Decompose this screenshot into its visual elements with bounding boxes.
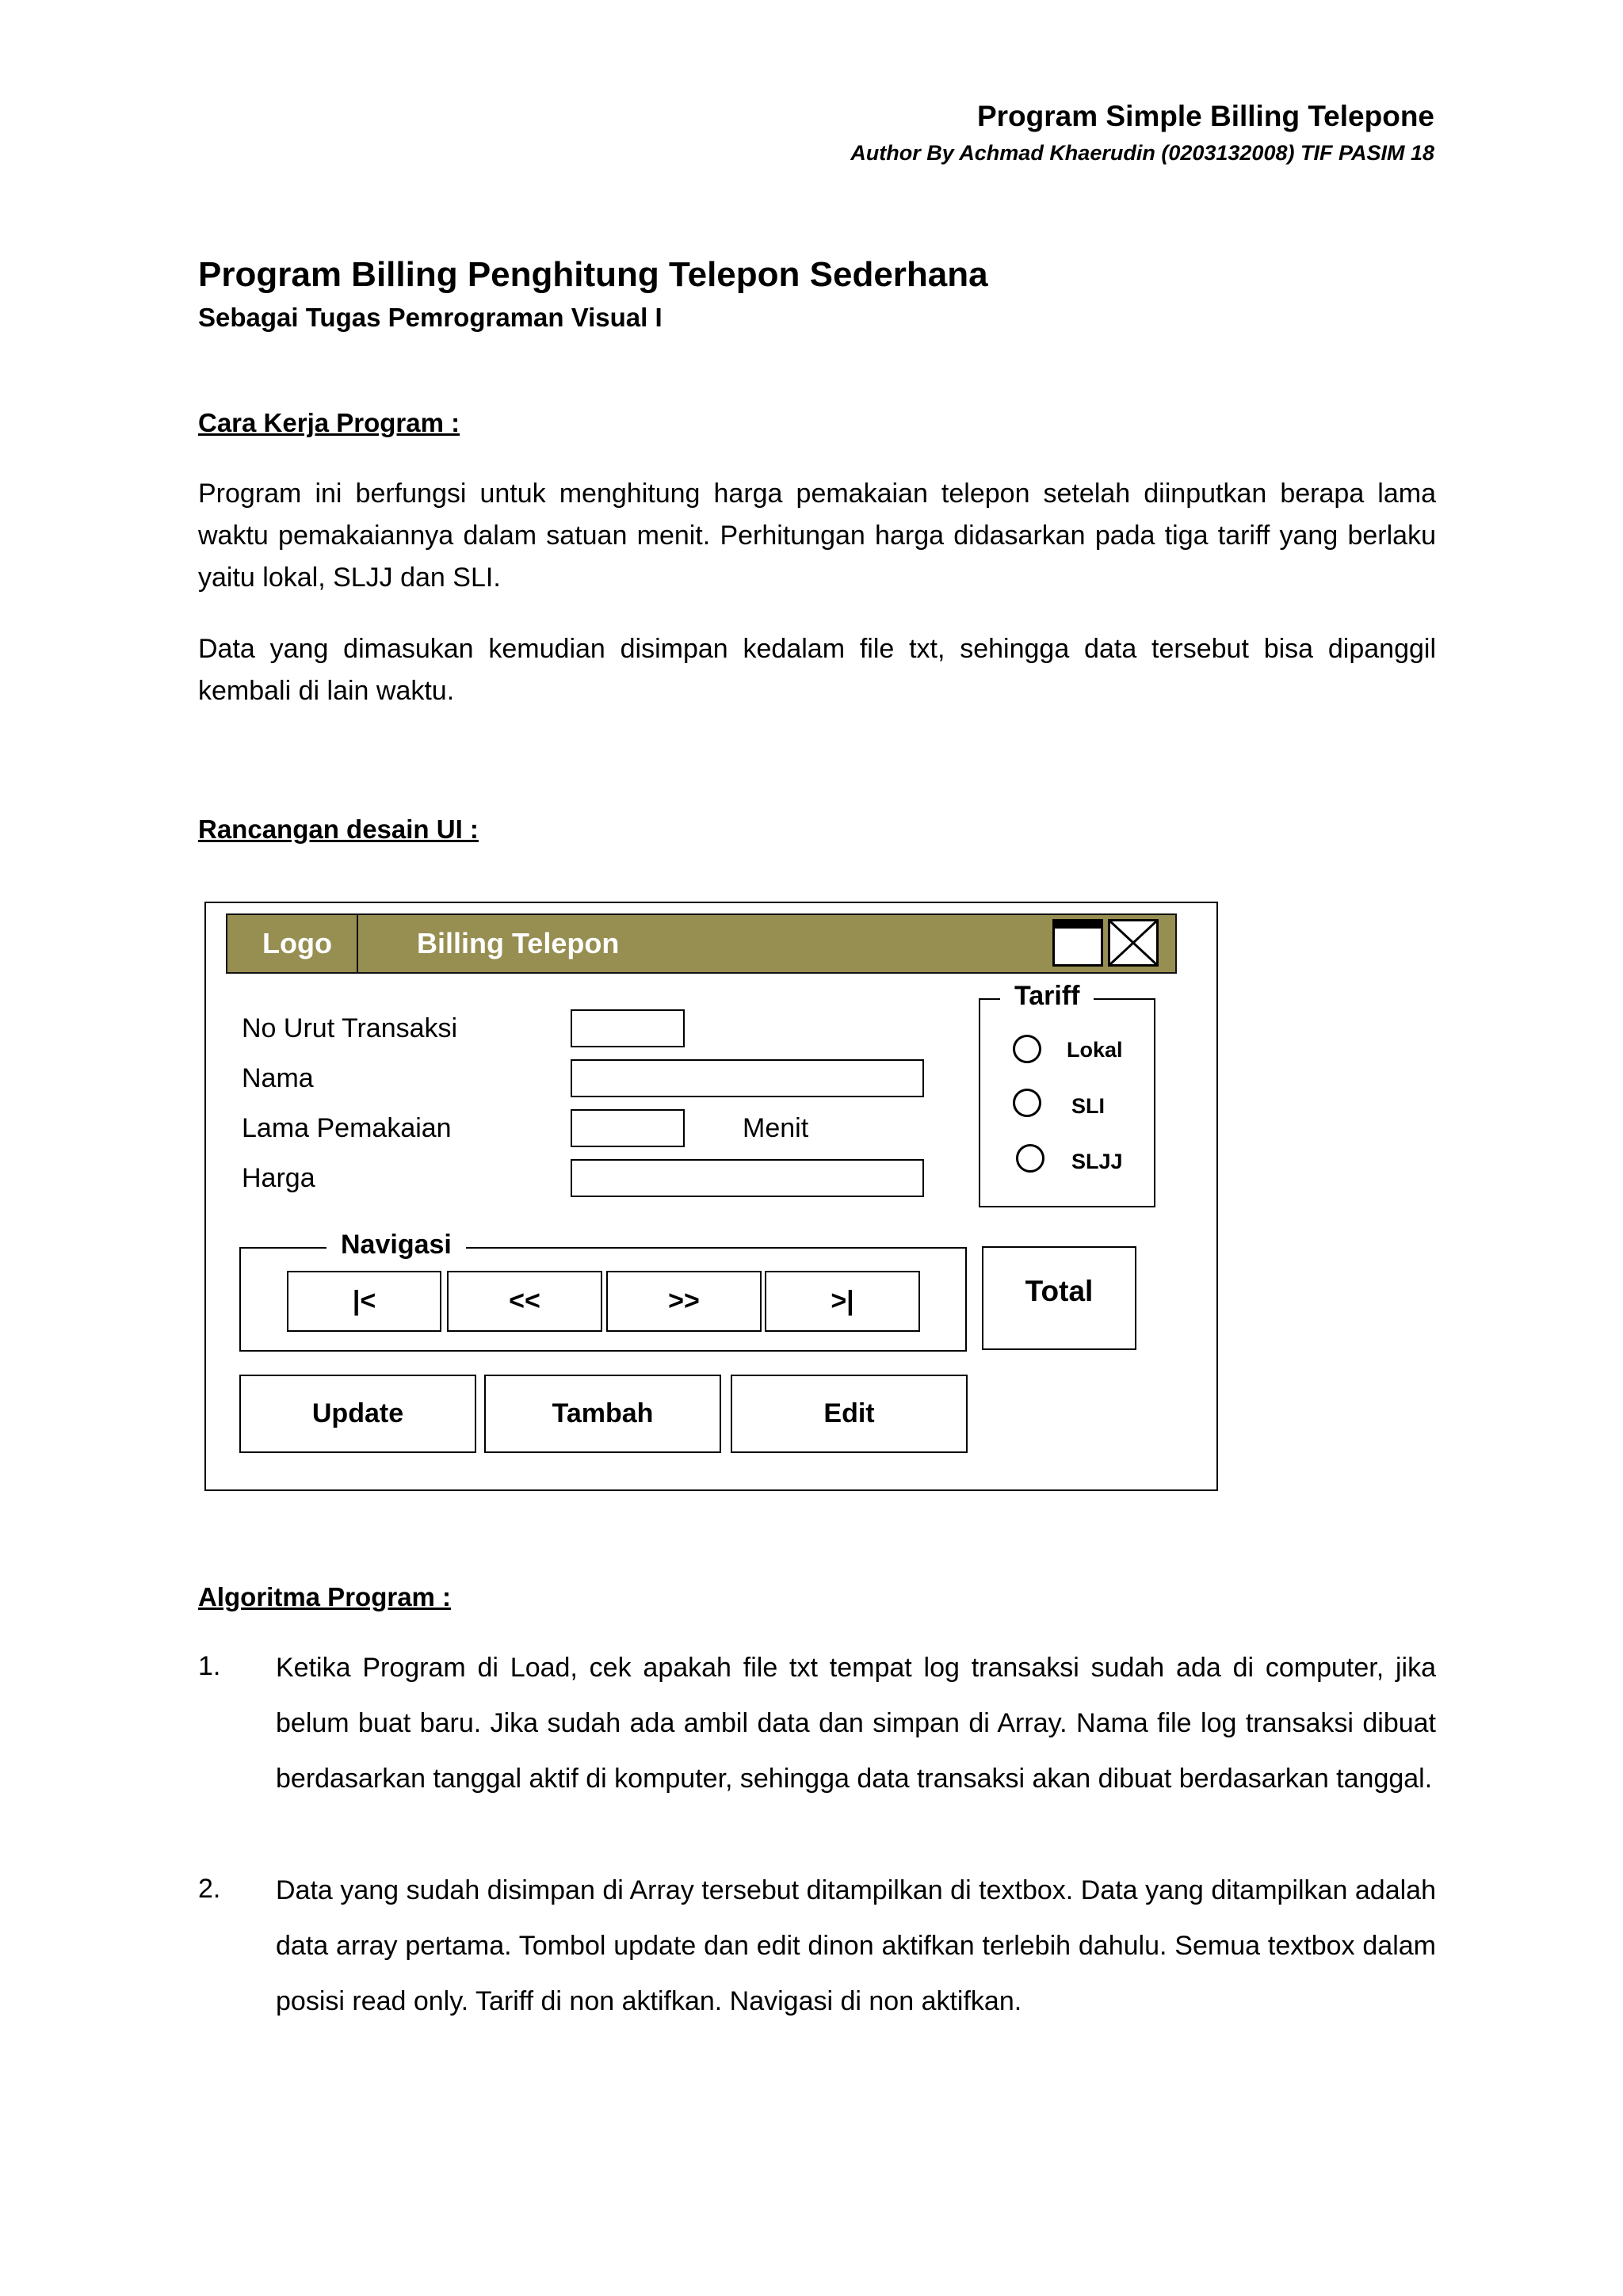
total-button[interactable]: Total	[982, 1246, 1136, 1350]
document-title: Program Billing Penghitung Telepon Sederhana	[198, 255, 988, 294]
harga-input[interactable]	[571, 1159, 924, 1197]
radio-label-sli: SLI	[1071, 1094, 1106, 1118]
label-harga: Harga	[242, 1163, 315, 1193]
tariff-groupbox	[979, 998, 1155, 1207]
section-heading-cara-kerja: Cara Kerja Program :	[198, 408, 460, 437]
label-no-urut-transaksi: No Urut Transaksi	[242, 1013, 458, 1043]
tariff-group-title: Tariff	[1000, 981, 1094, 1012]
paragraph-cara-kerja-2: Data yang dimasukan kemudian disimpan kedalam file txt, sehingga data tersebut bisa dipanggil kembali di lain waktu.	[198, 634, 1436, 706]
close-icon[interactable]	[1108, 919, 1159, 967]
update-button[interactable]: Update	[239, 1375, 476, 1453]
mockup-titlebar	[226, 913, 1177, 974]
paragraph-cara-kerja-1: Program ini berfungsi untuk menghitung harga pemakaian telepon setelah diinputkan berapa lama waktu pemakaiannya dalam satuan menit. Perhitungan harga didasarkan pada tiga tariff yang berlaku yaitu lokal, SLJJ dan SLI.	[198, 479, 1436, 593]
header-title: Program Simple Billing Telepone	[976, 100, 1434, 132]
label-menit: Menit	[743, 1113, 809, 1143]
list-item-text: Data yang sudah disimpan di Array tersebut ditampilkan di textbox. Data yang ditampilkan adalah data array pertama. Tombol update dan edit dinon aktifkan terlebih dahulu. Semua textbox dalam posisi read only. Tariff di non aktifkan. Navigasi di non aktifkan.	[276, 1875, 1436, 2016]
radio-sljj[interactable]	[1016, 1144, 1044, 1173]
maximize-icon[interactable]	[1052, 919, 1103, 967]
titlebar-divider	[357, 915, 358, 972]
radio-label-sljj: SLJJ	[1071, 1150, 1123, 1173]
radio-lokal[interactable]	[1013, 1035, 1041, 1063]
list-item-text: Ketika Program di Load, cek apakah file txt tempat log transaksi sudah ada di computer, jika belum buat baru. Jika sudah ada ambil data dan simpan di Array. Nama file log transaksi dibuat berdasarkan tanggal aktif di komputer, sehingga data transaksi akan dibuat berdasarkan tanggal.	[276, 1653, 1436, 1794]
radio-label-lokal: Lokal	[1067, 1038, 1123, 1062]
document-subtitle: Sebagai Tugas Pemrograman Visual I	[198, 303, 663, 332]
list-item-number: 2.	[198, 1874, 221, 1904]
nama-input[interactable]	[571, 1059, 924, 1097]
nav-first-button[interactable]: |<	[287, 1271, 441, 1332]
label-nama: Nama	[242, 1063, 314, 1093]
tambah-button[interactable]: Tambah	[484, 1375, 721, 1453]
list-item-number: 1.	[198, 1651, 221, 1681]
navigasi-group-title: Navigasi	[327, 1230, 466, 1261]
nav-last-button[interactable]: >|	[765, 1271, 920, 1332]
edit-button[interactable]: Edit	[731, 1375, 968, 1453]
nav-next-button[interactable]: >>	[606, 1271, 762, 1332]
section-heading-rancangan: Rancangan desain UI :	[198, 814, 479, 844]
section-heading-algoritma: Algoritma Program :	[198, 1582, 452, 1611]
header-author: Author By Achmad Khaerudin (0203132008) TIF PASIM 18	[850, 141, 1434, 165]
mockup-logo: Logo	[262, 927, 332, 959]
nav-prev-button[interactable]: <<	[447, 1271, 602, 1332]
mockup-window-title: Billing Telepon	[417, 927, 620, 959]
no-urut-input[interactable]	[571, 1009, 685, 1047]
radio-sli[interactable]	[1013, 1089, 1041, 1117]
label-lama-pemakaian: Lama Pemakaian	[242, 1113, 452, 1143]
lama-pemakaian-input[interactable]	[571, 1109, 685, 1147]
